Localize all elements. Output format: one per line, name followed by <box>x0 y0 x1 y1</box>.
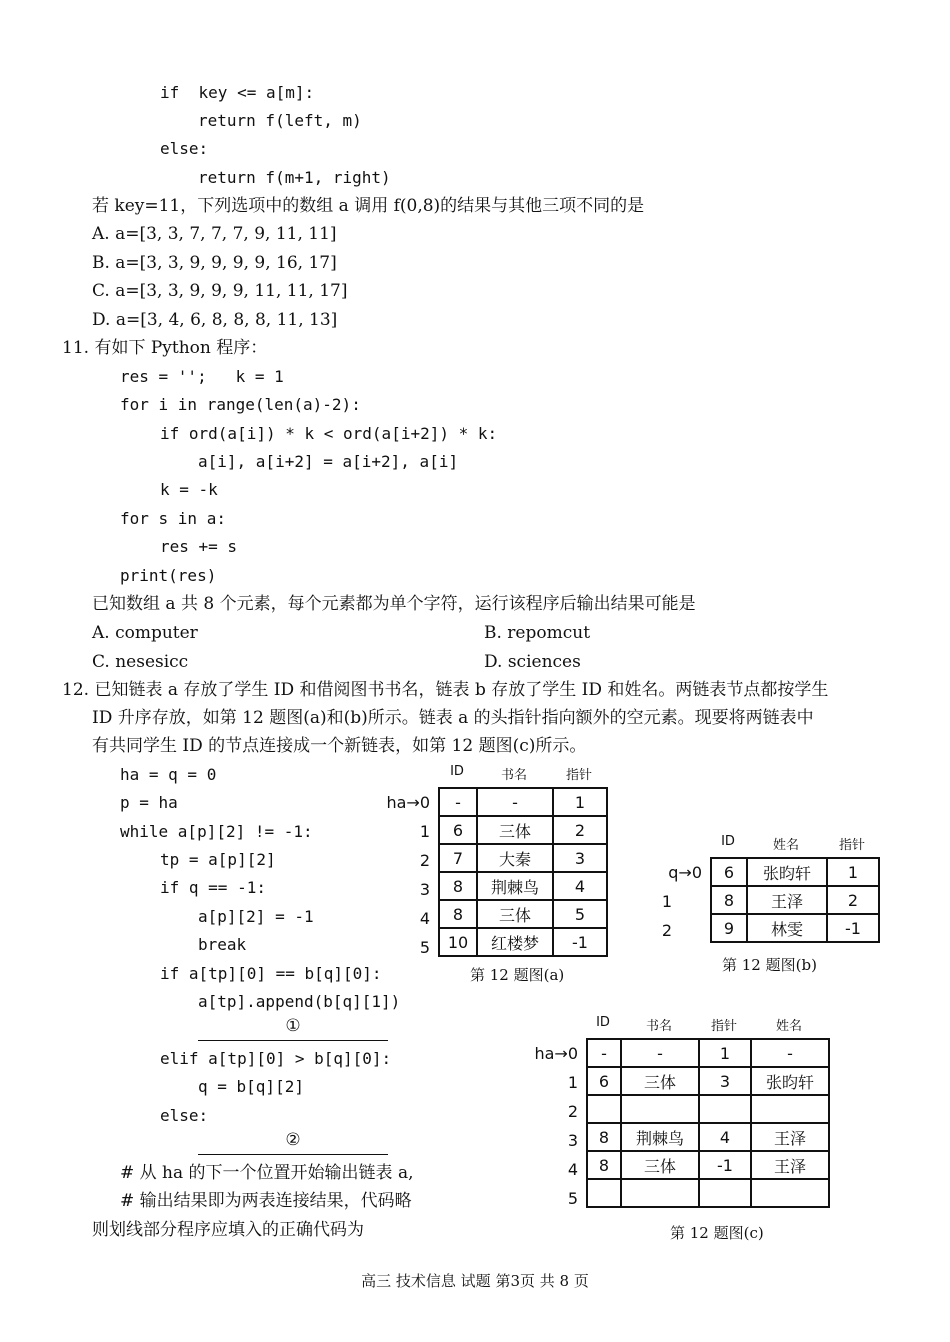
code-line: q = b[q][2] <box>198 1077 304 1096</box>
table-cell <box>621 1179 699 1207</box>
table-row <box>439 844 607 872</box>
table-a <box>438 787 608 957</box>
table-row <box>439 900 607 928</box>
table-row <box>439 816 607 844</box>
table-cell: 三体 <box>477 816 553 844</box>
table-a-header: 书名 <box>500 768 527 783</box>
q12-stem-line: ID 升序存放，如第 12 题图(a)和(b)所示。链表 a 的头指针指向额外的空元素。现要将两链表中 <box>92 708 814 728</box>
table-cell: - <box>439 788 477 816</box>
code-line: if ord(a[i]) * k < ord(a[i+2]) * k: <box>160 424 498 443</box>
table-row <box>587 1151 829 1179</box>
table-cell: 8 <box>711 886 747 914</box>
table-cell: 红楼梦 <box>477 928 553 956</box>
table-a-row-label: 1 <box>419 822 430 841</box>
code-comment: # 输出结果即为两表连接结果，代码略 <box>120 1191 412 1211</box>
table-c-header: 姓名 <box>775 1019 802 1034</box>
table-row <box>587 1179 829 1207</box>
table-row <box>587 1095 829 1123</box>
table-c-header: 书名 <box>645 1019 672 1034</box>
table-cell: 2 <box>827 886 879 914</box>
table-cell: - <box>751 1039 829 1067</box>
table-cell: 三体 <box>621 1067 699 1095</box>
code-line: if q == -1: <box>160 878 266 897</box>
blank-2[interactable]: ② <box>198 1130 388 1155</box>
table-cell: 4 <box>553 872 607 900</box>
table-row <box>439 928 607 956</box>
q10-option-d: D. a=[3, 4, 6, 8, 8, 8, 11, 13] <box>92 310 338 330</box>
table-cell: 王泽 <box>751 1151 829 1179</box>
code-line: break <box>198 935 247 954</box>
q11-stem: 11. 有如下 Python 程序： <box>62 338 268 358</box>
table-c <box>586 1038 830 1208</box>
table-b-row-label: 1 <box>661 892 672 911</box>
table-cell: 张昀轩 <box>747 858 827 886</box>
table-cell: 三体 <box>477 900 553 928</box>
table-cell <box>751 1179 829 1207</box>
q12-final-question: 则划线部分程序应填入的正确代码为 <box>92 1220 364 1240</box>
table-a-row-label: 3 <box>419 880 430 899</box>
table-cell: 3 <box>699 1067 751 1095</box>
code-line: a[i], a[i+2] = a[i+2], a[i] <box>198 452 459 471</box>
table-a-row-label: 2 <box>419 851 430 870</box>
table-a-row-label: 4 <box>419 909 430 928</box>
code-line: else: <box>160 139 209 158</box>
code-line: tp = a[p][2] <box>160 850 276 869</box>
code-line: if a[tp][0] == b[q][0]: <box>160 964 382 983</box>
table-cell: 王泽 <box>747 886 827 914</box>
table-cell: 1 <box>699 1039 751 1067</box>
q10-option-c: C. a=[3, 3, 9, 9, 9, 11, 11, 17] <box>92 281 348 301</box>
code-line: for s in a: <box>120 509 226 528</box>
table-c-row-label: 5 <box>567 1189 578 1208</box>
figure-caption-a: 第 12 题图(a) <box>470 966 565 984</box>
blank-1[interactable]: ① <box>198 1016 388 1041</box>
table-cell: 大秦 <box>477 844 553 872</box>
code-line: for i in range(len(a)-2): <box>120 395 361 414</box>
code-line: if key <= a[m]: <box>160 83 315 102</box>
table-cell: -1 <box>827 914 879 942</box>
table-cell: 6 <box>711 858 747 886</box>
table-a-row-label: ha→0 <box>386 793 430 812</box>
code-line: print(res) <box>120 566 217 585</box>
table-a-header: 指针 <box>565 768 592 783</box>
q12-stem-line: 12. 已知链表 a 存放了学生 ID 和借阅图书书名，链表 b 存放了学生 ID 和姓名。两链表节点都按学生 <box>62 680 829 700</box>
table-cell: 荆棘鸟 <box>477 872 553 900</box>
table-cell: 三体 <box>621 1151 699 1179</box>
code-line: else: <box>160 1106 209 1125</box>
table-b-row-label: q→0 <box>668 863 702 882</box>
table-cell <box>751 1095 829 1123</box>
table-c-row-label: 2 <box>567 1102 578 1121</box>
table-cell <box>621 1095 699 1123</box>
figure-caption-b: 第 12 题图(b) <box>722 956 817 974</box>
table-cell: 王泽 <box>751 1123 829 1151</box>
table-cell: - <box>477 788 553 816</box>
table-cell: 林雯 <box>747 914 827 942</box>
figure-caption-c: 第 12 题图(c) <box>670 1224 764 1242</box>
table-cell: 5 <box>553 900 607 928</box>
code-line: return f(left, m) <box>198 111 362 130</box>
code-line: res = ''; k = 1 <box>120 367 284 386</box>
table-cell: 张昀轩 <box>751 1067 829 1095</box>
table-cell: 8 <box>587 1123 621 1151</box>
table-cell: -1 <box>699 1151 751 1179</box>
table-cell: 荆棘鸟 <box>621 1123 699 1151</box>
table-cell: 8 <box>587 1151 621 1179</box>
table-cell: 8 <box>439 900 477 928</box>
table-c-row-label: 3 <box>567 1131 578 1150</box>
table-b <box>710 857 880 943</box>
table-b-header: 指针 <box>838 838 865 853</box>
code-line: elif a[tp][0] > b[q][0]: <box>160 1049 392 1068</box>
table-row <box>587 1123 829 1151</box>
table-cell: 9 <box>711 914 747 942</box>
table-cell: 3 <box>553 844 607 872</box>
table-cell: - <box>621 1039 699 1067</box>
table-c-row-label: 1 <box>567 1073 578 1092</box>
table-b-header: ID <box>721 834 735 849</box>
table-cell: 10 <box>439 928 477 956</box>
q10-option-a: A. a=[3, 3, 7, 7, 7, 9, 11, 11] <box>92 224 337 244</box>
q11-option-d: D. sciences <box>484 652 581 672</box>
table-cell: - <box>587 1039 621 1067</box>
table-row <box>711 886 879 914</box>
page-footer: 高三 技术信息 试题 第3页 共 8 页 <box>361 1272 589 1290</box>
q11-option-a: A. computer <box>92 623 198 643</box>
table-cell: 6 <box>587 1067 621 1095</box>
table-c-row-label: 4 <box>567 1160 578 1179</box>
table-b-header: 姓名 <box>772 838 799 853</box>
table-row <box>587 1039 829 1067</box>
table-cell: 7 <box>439 844 477 872</box>
table-c-row-label: ha→0 <box>534 1044 578 1063</box>
table-cell: 2 <box>553 816 607 844</box>
q12-stem-line: 有共同学生 ID 的节点连接成一个新链表，如第 12 题图(c)所示。 <box>92 736 587 756</box>
code-line: k = -k <box>160 480 218 499</box>
code-line: res += s <box>160 537 238 556</box>
table-cell: 1 <box>553 788 607 816</box>
q11-option-b: B. repomcut <box>484 623 591 643</box>
code-line: return f(m+1, right) <box>198 168 391 187</box>
code-line: p = ha <box>120 793 178 812</box>
table-row <box>587 1067 829 1095</box>
table-c-header: 指针 <box>710 1019 737 1034</box>
table-cell: -1 <box>553 928 607 956</box>
table-a-row-label: 5 <box>419 938 430 957</box>
table-cell: 1 <box>827 858 879 886</box>
table-cell: 8 <box>439 872 477 900</box>
table-b-row-label: 2 <box>661 921 672 940</box>
code-line: a[tp].append(b[q][1]) <box>198 992 401 1011</box>
code-line: while a[p][2] != -1: <box>120 822 313 841</box>
q11-question: 已知数组 a 共 8 个元素，每个元素都为单个字符，运行该程序后输出结果可能是 <box>92 594 696 614</box>
table-cell <box>699 1095 751 1123</box>
table-cell <box>587 1095 621 1123</box>
q10-option-b: B. a=[3, 3, 9, 9, 9, 9, 16, 17] <box>92 253 337 273</box>
table-cell: 6 <box>439 816 477 844</box>
table-row <box>439 872 607 900</box>
q11-option-c: C. nesesicc <box>92 652 189 672</box>
code-line: a[p][2] = -1 <box>198 907 314 926</box>
table-c-header: ID <box>596 1015 610 1030</box>
table-row <box>439 788 607 816</box>
table-row <box>711 914 879 942</box>
table-cell <box>587 1179 621 1207</box>
code-comment: # 从 ha 的下一个位置开始输出链表 a, <box>120 1163 414 1183</box>
code-line: ha = q = 0 <box>120 765 217 784</box>
q10-stem: 若 key=11，下列选项中的数组 a 调用 f(0,8)的结果与其他三项不同的是 <box>92 196 645 216</box>
table-cell: 4 <box>699 1123 751 1151</box>
table-cell <box>699 1179 751 1207</box>
table-row <box>711 858 879 886</box>
table-a-header: ID <box>450 764 464 779</box>
